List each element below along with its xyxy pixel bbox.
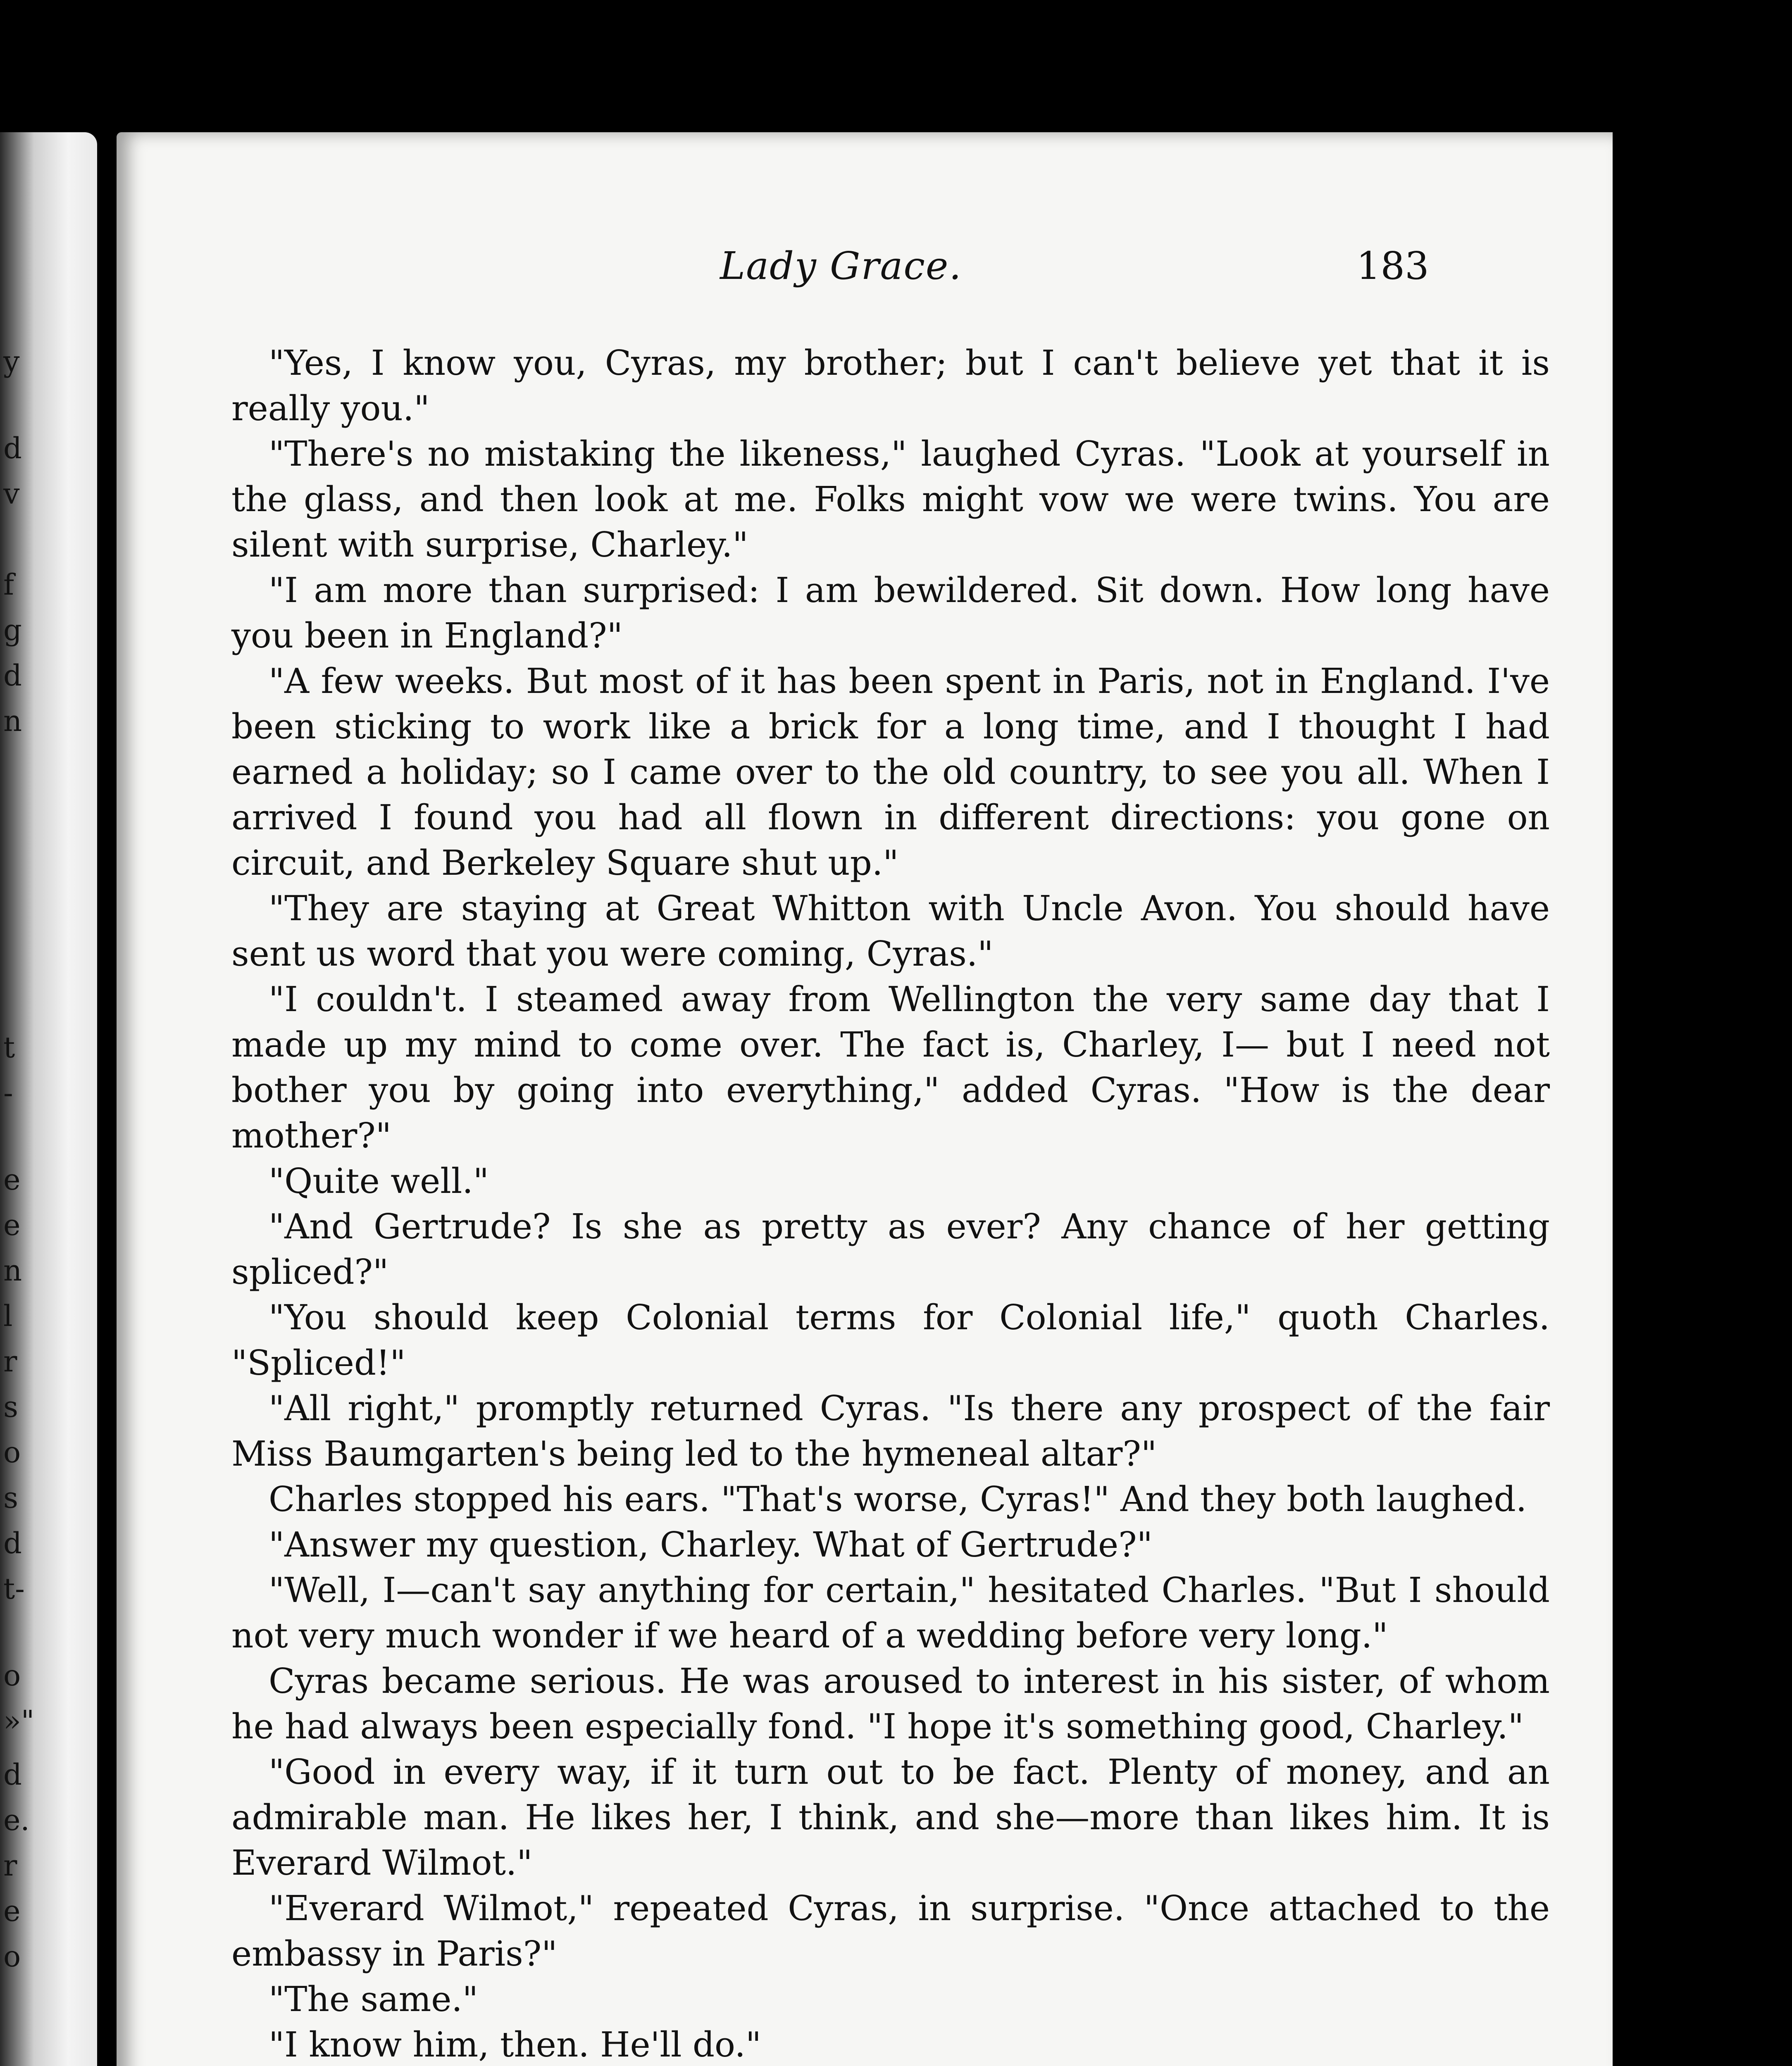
paragraph: "I am more than surprised: I am bewildered. Sit down. How long have you been in England?" [231,570,1550,656]
paragraph: "All right," promptly returned Cyras. "Is there any prospect of the fair Miss Baumgarten's being led to the hymeneal altar?" [231,1388,1550,1474]
fragment: e [3,1894,21,1928]
fragment: o [3,1435,21,1469]
paragraph: "Quite well." [269,1161,489,1201]
fragment: o [3,1940,21,1973]
fragment: y [3,345,20,378]
paragraph: "There's no mistaking the likeness," laughed Cyras. "Look at yourself in the glass, and then look at me. Folks might vow we were twins. You are silent with surprise, Charley." [231,434,1550,565]
running-head [117,244,1613,306]
page-number: 183 [1356,244,1429,288]
fragment: d [3,1758,22,1792]
fragment: f [3,568,14,602]
paragraph: "Everard Wilmot," repeated Cyras, in surprise. "Once attached to the embassy in Paris?" [231,1888,1550,1974]
paragraph: "A few weeks. But most of it has been spent in Paris, not in England. I've been sticking to work like a brick for a long time, and I thought I had earned a holiday; so I came over to the old country, to see you all. When I arrived I found you had all flown in different directions: you gone on circuit, and Berkeley Square shut up." [231,661,1550,883]
paragraph: "And Gertrude? Is she as pretty as ever? Any chance of her getting spliced?" [231,1207,1550,1292]
fragment: d [3,659,22,693]
fragment: e. [3,1803,30,1837]
paragraph: Cyras became serious. He was aroused to interest in his sister, of whom he had always been especially fond. "I hope it's something good, Charley." [231,1661,1550,1747]
fragment: d [3,1526,22,1560]
fragment: e [3,1163,21,1197]
fragment: s [3,1481,18,1515]
paragraph: "Answer my question, Charley. What of Gertrude?" [269,1525,1153,1565]
fragment: t- [3,1572,25,1606]
fragment: t [3,1031,15,1064]
paragraph: "Yes, I know you, Cyras, my brother; but I can't believe yet that it is really you." [231,343,1550,428]
fragment: e [3,1208,21,1242]
fragment: »" [3,1704,35,1738]
fragment: g [3,613,22,647]
paragraph: Charles stopped his ears. "That's worse, Cyras!" And they both laughed. [269,1479,1527,1519]
paragraph: "I know him, then. He'll do." [269,2025,762,2065]
fragment: - [3,1076,13,1110]
running-head-title: Lady Grace. [720,244,962,288]
book-page [117,132,1613,2066]
fragment: r [3,1345,17,1378]
paragraph: "They are staying at Great Whitton with Uncle Avon. You should have sent us word that you were coming, Cyras." [231,888,1550,974]
paragraph: "Well, I—can't say anything for certain," hesitated Charles. "But I should not very much wonder if we heard of a wedding before very long." [231,1570,1550,1656]
paragraph: "Good in every way, if it turn out to be fact. Plenty of money, and an admirable man. He likes her, I think, and she—more than likes him. It is Everard Wilmot." [231,1752,1550,1883]
fragment: n [3,704,22,738]
paragraph: "I couldn't. I steamed away from Wellington the very same day that I made up my mind to come over. The fact is, Charley, I— but I need not bother you by going into everything," added Cyras. "How is the dear mother?" [231,979,1550,1156]
fragment: d [3,431,22,465]
fragment: n [3,1254,22,1288]
fragment: l [3,1299,13,1333]
paragraph: "The same." [269,1979,478,2019]
fragment: s [3,1390,18,1424]
fragment: v [3,477,20,511]
paragraph: "You should keep Colonial terms for Colonial life," quoth Charles. "Spliced!" [231,1297,1550,1383]
fragment: o [3,1659,21,1692]
fragment: r [3,1849,17,1883]
body-text [231,340,1550,2066]
